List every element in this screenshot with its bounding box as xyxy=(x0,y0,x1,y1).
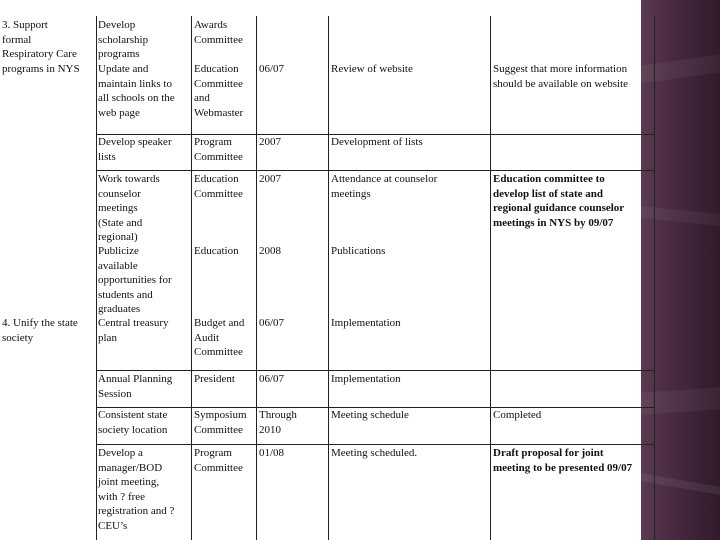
responsible-cell: Symposium Committee xyxy=(194,409,247,436)
responsible-cell: Program Committee xyxy=(194,447,243,474)
target-date-cell: 2008 xyxy=(259,245,281,257)
strategy-cell: Update and maintain links to all schools on the web page xyxy=(98,63,175,119)
measure-cell: Implementation xyxy=(331,373,401,385)
measure-cell: Attendance at counselor meetings xyxy=(331,173,438,200)
strategy-cell: Annual Planning Session xyxy=(98,373,173,400)
status-cell: Draft proposal for joint meeting to be presented 09/07 xyxy=(493,447,633,474)
goal-4-label: 4. Unify the state society xyxy=(2,317,78,344)
responsible-cell: Awards Committee xyxy=(194,19,243,46)
col-rule xyxy=(256,16,257,540)
target-date-cell: 2007 xyxy=(259,136,281,148)
responsible-cell: Education Committee xyxy=(194,173,243,200)
strategy-cell: Work towards counselor meetings (State and regional) xyxy=(98,173,160,243)
col-rule xyxy=(191,16,192,540)
row-rule xyxy=(96,370,655,371)
status-cell: Suggest that more information should be available on website xyxy=(493,63,629,90)
goal-3-label: 3. Support formal Respiratory Care programs in NYS xyxy=(2,19,80,75)
responsible-cell: Education Committee and Webmaster xyxy=(194,63,244,119)
row-rule xyxy=(96,170,655,171)
target-date-cell: 06/07 xyxy=(259,317,285,329)
strategy-cell: Develop speaker lists xyxy=(98,136,172,163)
col-rule xyxy=(96,16,97,540)
target-date-cell: 2007 xyxy=(259,173,281,185)
strategy-cell: Consistent state society location xyxy=(98,409,168,436)
measure-cell: Publications xyxy=(331,245,386,257)
strategy-cell: Develop scholarship programs xyxy=(98,19,149,60)
row-rule xyxy=(96,444,655,445)
strategy-cell: Central treasury plan xyxy=(98,317,169,344)
target-date-cell: 06/07 xyxy=(259,373,285,385)
measure-cell: Development of lists xyxy=(331,136,423,148)
col-rule xyxy=(328,16,329,540)
measure-cell: Meeting schedule xyxy=(331,409,409,421)
responsible-cell: Budget and Audit Committee xyxy=(194,317,245,358)
measure-cell: Implementation xyxy=(331,317,401,329)
target-date-cell: Through 2010 xyxy=(259,409,297,436)
target-date-cell: 01/08 xyxy=(259,447,285,459)
col-rule xyxy=(490,16,491,540)
target-date-cell: 06/07 xyxy=(259,63,285,75)
status-cell: Education committee to develop list of state and regional guidance counselor meetings in NYS by 09/07 xyxy=(493,173,625,229)
responsible-cell: Program Committee xyxy=(194,136,243,163)
col-rule xyxy=(654,16,655,540)
responsible-cell: Education xyxy=(194,245,239,257)
responsible-cell: President xyxy=(194,373,235,385)
measure-cell: Review of website xyxy=(331,63,413,75)
strategy-cell: Publicize available opportunities for students and graduates xyxy=(98,245,172,315)
status-cell: Completed xyxy=(493,409,542,421)
measure-cell: Meeting scheduled. xyxy=(331,447,418,459)
strategy-cell: Develop a manager/BOD joint meeting, with ? free registration and ? CEU’s xyxy=(98,447,175,532)
